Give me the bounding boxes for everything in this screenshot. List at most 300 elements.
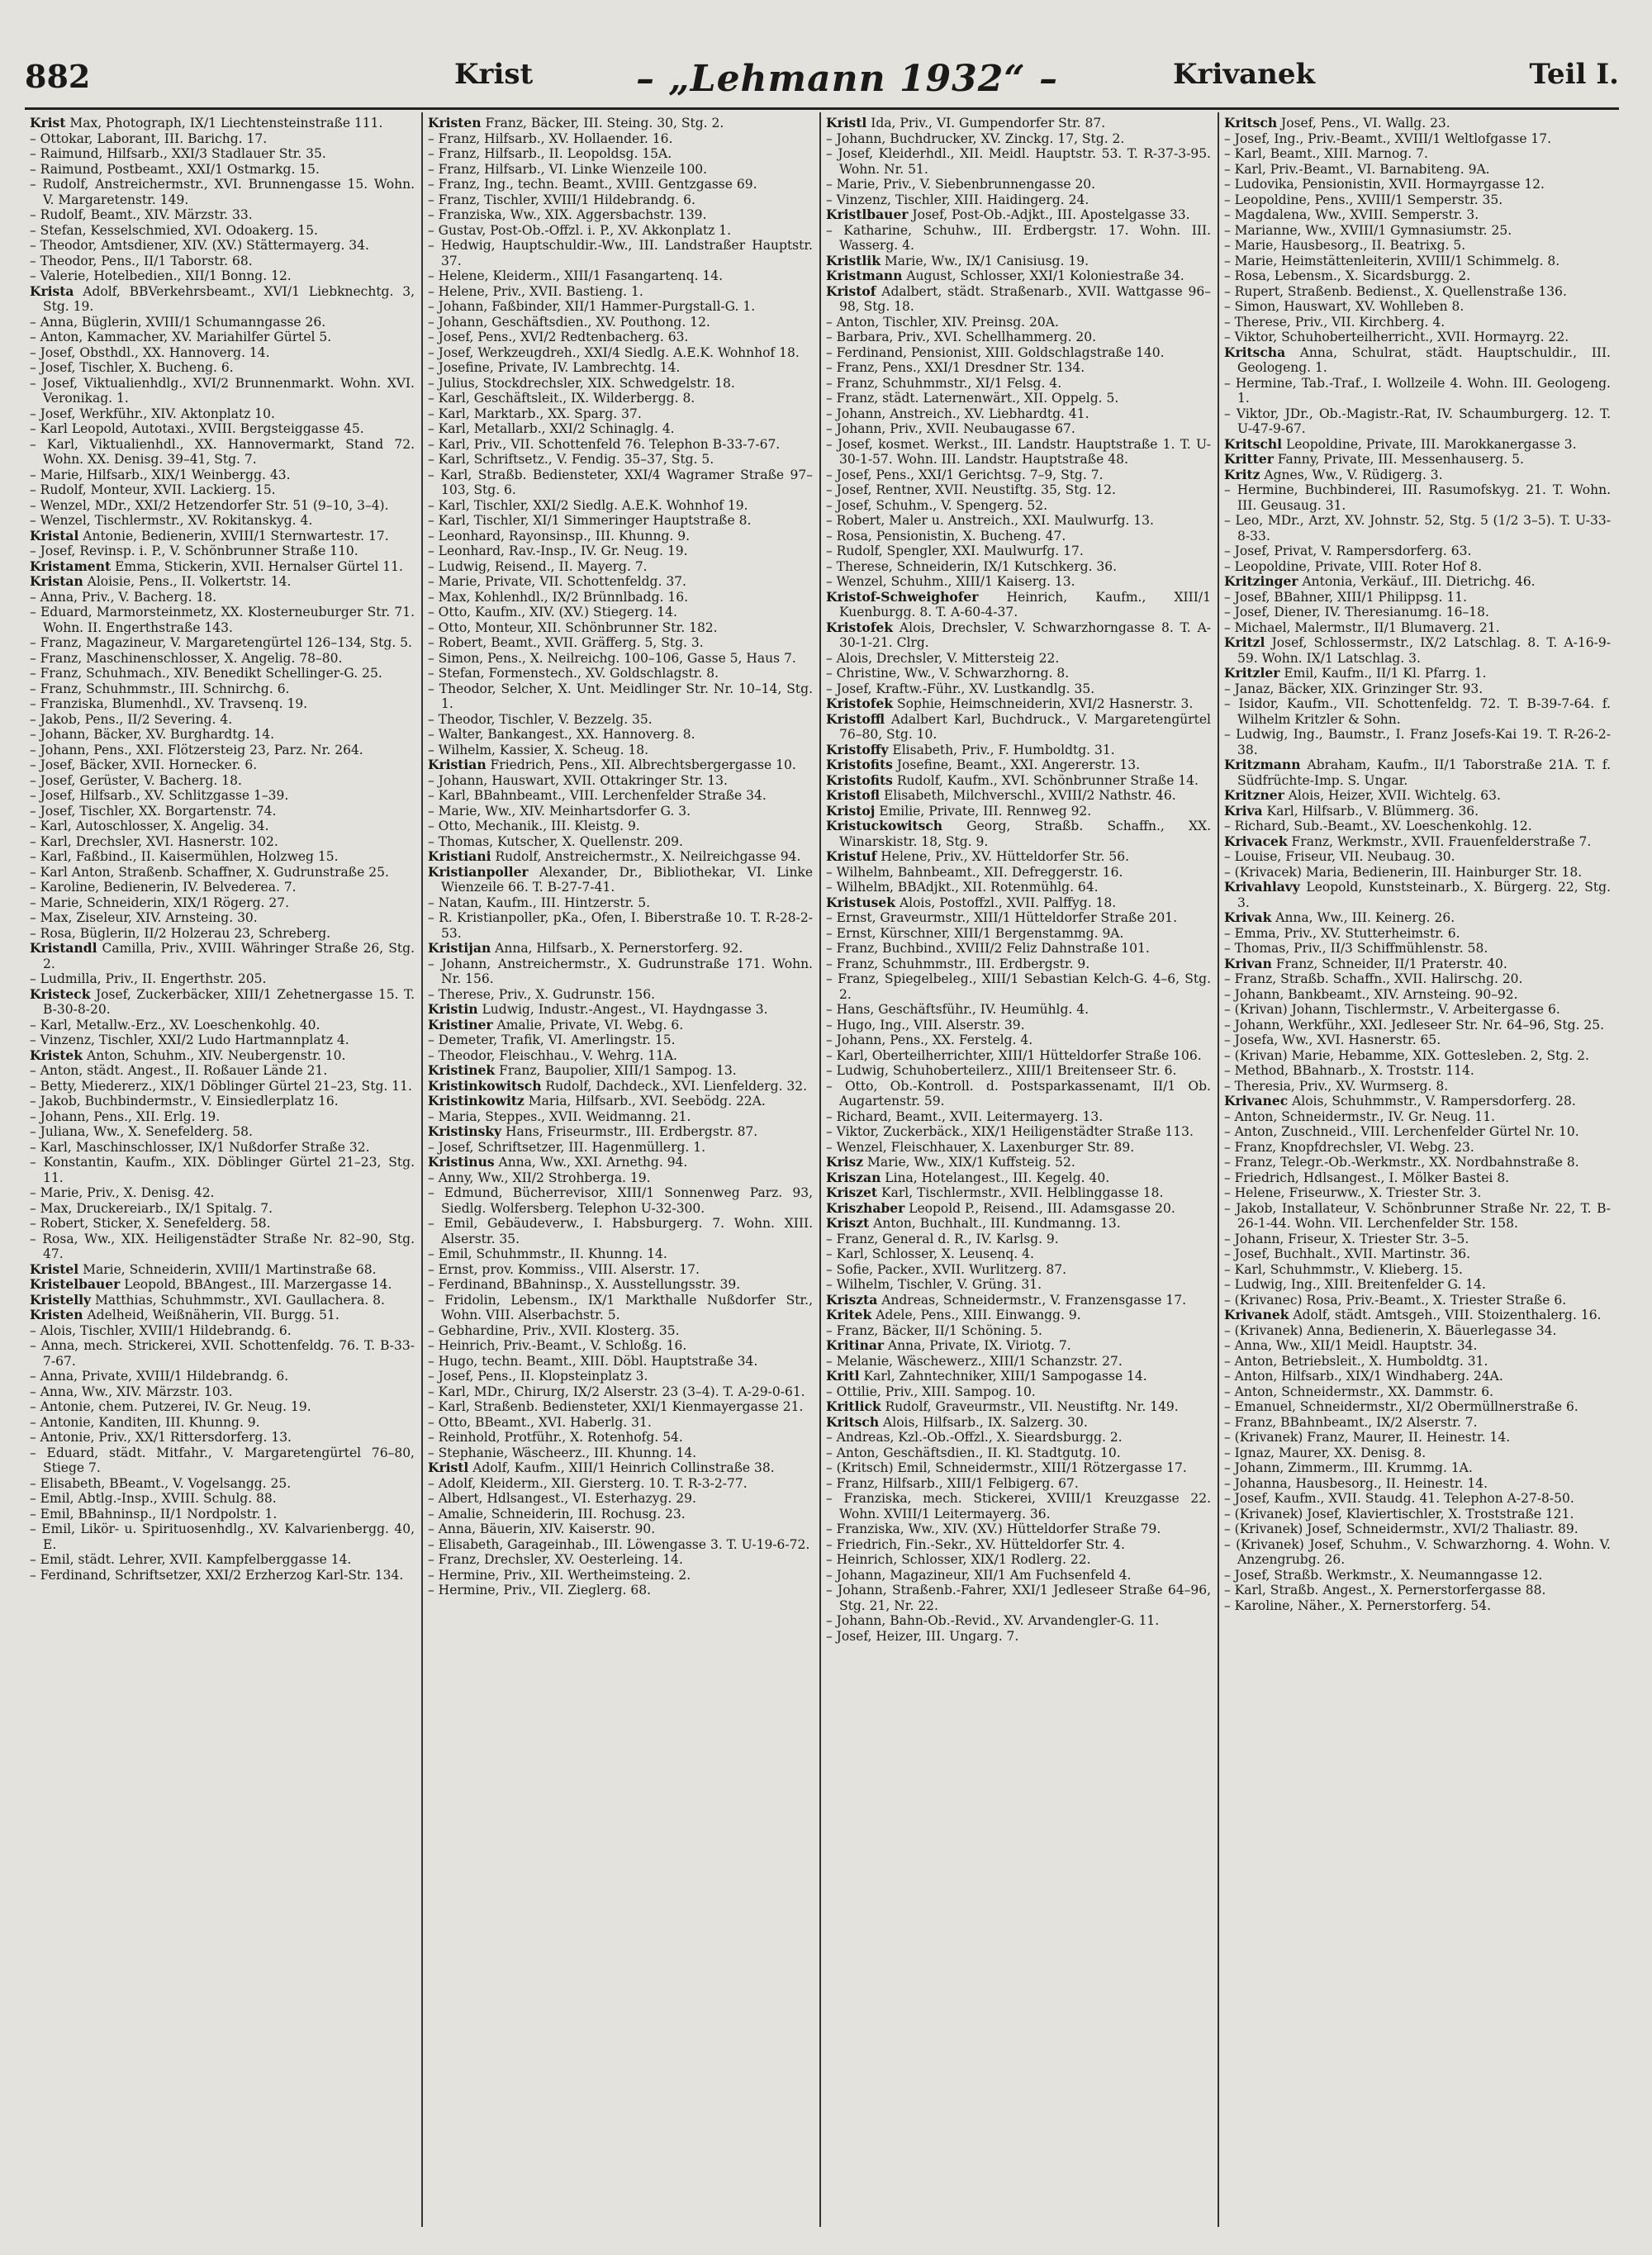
entry-surname: Kristoffl xyxy=(826,710,885,727)
directory-entry xyxy=(428,1246,813,1262)
directory-entry xyxy=(30,284,415,315)
directory-entry xyxy=(1224,1262,1611,1278)
entry-details: – Ludwig, Ing., Baumstr., I. Franz Josefs-Kai 19. T. R-26-2-38. xyxy=(1224,727,1611,757)
directory-entry xyxy=(30,743,415,758)
directory-entry xyxy=(428,1002,813,1018)
directory-entry xyxy=(428,1155,813,1170)
entry-details: – Gebhardine, Priv., XVII. Klosterg. 35. xyxy=(428,1322,680,1338)
entry-details: August, Schlosser, XXI/1 Koloniestraße 34. xyxy=(902,268,1184,283)
entry-details: – Johann, Hauswart, XVII. Ottakringer Str. 13. xyxy=(428,772,728,788)
directory-entry xyxy=(826,880,1211,895)
directory-entry xyxy=(826,406,1211,422)
entry-details: – Josef, Buchhalt., XVII. Martinstr. 36. xyxy=(1224,1246,1471,1261)
directory-entry xyxy=(428,1583,813,1598)
entry-details: Emilie, Private, III. Rennweg 92. xyxy=(875,803,1092,819)
entry-details: – Rupert, Straßenb. Bedienst., X. Quellenstraße 136. xyxy=(1224,283,1567,299)
entry-surname: Kristeck xyxy=(30,985,91,1002)
entry-details: – Josef, Pens., II. Klopsteinplatz 3. xyxy=(428,1369,648,1384)
directory-entry xyxy=(428,574,813,590)
entry-details: – Anton, städt. Angest., II. Roßauer Lände 21. xyxy=(30,1063,328,1078)
directory-entry xyxy=(428,1537,813,1553)
entry-details: – Hugo, Ing., VIII. Alserstr. 39. xyxy=(826,1017,1025,1033)
entry-details: Josef, Schlossermstr., IX/2 Latschlag. 8. T. A-16-9-59. Wohn. IX/1 Latschlag. 3. xyxy=(1237,635,1611,666)
entry-details: Elisabeth, Milchverschl., XVIII/2 Nathstr. 46. xyxy=(880,788,1176,803)
entry-details: – Konstantin, Kaufm., XIX. Döblinger Gürtel 21–23, Stg. 11. xyxy=(30,1155,415,1185)
directory-entry xyxy=(826,1201,1211,1217)
entry-details: – Rudolf, Monteur, XVII. Lackierg. 15. xyxy=(30,482,276,497)
directory-entry xyxy=(30,804,415,819)
directory-entry xyxy=(826,788,1211,804)
directory-entry xyxy=(826,1216,1211,1232)
entry-details: – Karl, Marktarb., XX. Sparg. 37. xyxy=(428,406,642,421)
entry-details: – Stefan, Formenstech., XV. Goldschlagstr. 8. xyxy=(428,666,719,681)
entry-details: Josef, Zuckerbäcker, XIII/1 Zehetnergasse 15. T. B-30-8-20. xyxy=(43,986,415,1017)
directory-entry xyxy=(30,254,415,269)
entry-details: Adolf, städt. Amtsgeh., VIII. Stoizenthalerg. 16. xyxy=(1289,1308,1602,1322)
entry-details: – Franz, Magazineur, V. Margaretengürtel 126–134, Stg. 5. xyxy=(30,635,412,650)
directory-entry xyxy=(826,1537,1211,1553)
directory-entry xyxy=(1224,1185,1611,1201)
entry-details: – Wilhelm, Kassier, X. Scheug. 18. xyxy=(428,742,649,757)
entry-details: – (Krivan) Marie, Hebamme, XIX. Gottesleben. 2, Stg. 2. xyxy=(1224,1047,1589,1063)
entry-details: – Karl, Priv.-Beamt., VI. Barnabiteng. 9A. xyxy=(1224,161,1490,177)
entry-details: – Heinrich, Priv.-Beamt., V. Schloßg. 16. xyxy=(428,1338,687,1353)
entry-details: – Rosa, Ww., XIX. Heiligenstädter Straße Nr. 82–90, Stg. 47. xyxy=(30,1231,415,1261)
entry-details: – Theodor, Fleischhau., V. Wehrg. 11A. xyxy=(428,1047,677,1063)
entry-details: Heinrich, Kaufm., XIII/1 Kuenburgg. 8. T. A-60-4-37. xyxy=(839,589,1211,620)
directory-entry xyxy=(428,910,813,941)
directory-entry xyxy=(1224,177,1611,192)
entry-details: – Jakob, Buchbindermstr., V. Einsiedlerplatz 16. xyxy=(30,1094,339,1109)
entry-details: – Stefan, Kesselschmied, XVI. Odoakerg. 15. xyxy=(30,222,318,238)
directory-entry xyxy=(1224,207,1611,223)
directory-entry xyxy=(826,1124,1211,1140)
directory-entry xyxy=(428,1369,813,1384)
entry-details: – Karl, Priv., VII. Schottenfeld 76. Telephon B-33-7-67. xyxy=(428,436,781,452)
directory-entry xyxy=(826,1491,1211,1522)
directory-entry xyxy=(428,1048,813,1064)
entry-details: – Leopoldine, Pens., XVIII/1 Semperstr. 35. xyxy=(1224,192,1503,207)
entry-surname: Kristan xyxy=(30,573,83,589)
entry-details: – Karl, Oberteilherrichter, XIII/1 Hütteldorfer Straße 106. xyxy=(826,1047,1202,1063)
entry-surname: Kristandl xyxy=(30,940,97,956)
directory-entry xyxy=(1224,1002,1611,1018)
entry-details: – Josef, Pens., XXI/1 Gerichtsg. 7–9, Stg. 7. xyxy=(826,467,1104,482)
entry-details: – Josef, Privat, V. Rampersdorferg. 63. xyxy=(1224,544,1472,558)
directory-entry xyxy=(1224,131,1611,147)
entry-details: – Ferdinand, Pensionist, XIII. Goldschlagstraße 140. xyxy=(826,344,1165,360)
entry-details: – Karl, Maschinschlosser, IX/1 Nußdorfer Straße 32. xyxy=(30,1139,370,1155)
entry-details: – Franz, BBahnbeamt., IX/2 Alserstr. 7. xyxy=(1224,1414,1478,1430)
directory-entry xyxy=(826,590,1211,620)
entry-details: – Ottilie, Priv., XIII. Sampog. 10. xyxy=(826,1384,1036,1399)
entry-details: – Marie, Priv., X. Denisg. 42. xyxy=(30,1185,215,1200)
entry-surname: Kritzl xyxy=(1224,634,1265,650)
directory-entry xyxy=(1224,834,1611,850)
entry-surname: Kriva xyxy=(1224,802,1263,819)
entry-details: – Anna, Büglerin, XVIII/1 Schumanngasse 26. xyxy=(30,314,326,330)
entry-surname: Kristof-Schweighofer xyxy=(826,588,979,605)
entry-surname: Kritzner xyxy=(1224,787,1284,803)
entry-details: – Emma, Priv., XV. Stutterheimstr. 6. xyxy=(1224,925,1460,941)
entry-details: – Johann, Bahn-Ob.-Revid., XV. Arvandengler-G. 11. xyxy=(826,1613,1160,1628)
entry-details: – Josef, Ing., Priv.-Beamt., XVIII/1 Weltlofgasse 17. xyxy=(1224,131,1552,146)
entry-details: – Josef, Pens., XVI/2 Redtenbacherg. 63. xyxy=(428,330,689,344)
entry-details: – Marie, Private, VII. Schottenfeldg. 37. xyxy=(428,574,686,589)
entry-details: – Josef, Bäcker, XVII. Hornecker. 6. xyxy=(30,757,258,772)
directory-entry xyxy=(1224,268,1611,284)
directory-entry xyxy=(428,330,813,345)
entry-details: – Amalie, Schneiderin, III. Rochusg. 23. xyxy=(428,1506,686,1522)
directory-entry xyxy=(1224,452,1611,468)
directory-entry xyxy=(428,1354,813,1370)
directory-entry xyxy=(1224,1140,1611,1156)
entry-details: – Franz, Straßb. Schaffn., XVII. Halirschg. 20. xyxy=(1224,971,1523,986)
entry-details: – Johann, Friseur, X. Triester Str. 3–5. xyxy=(1224,1231,1469,1246)
entry-details: – Hermine, Priv., XII. Wertheimsteing. 2. xyxy=(428,1567,691,1583)
directory-entry xyxy=(1224,1308,1611,1323)
directory-entry xyxy=(30,1262,415,1278)
entry-details: – Josef, kosmet. Werkst., III. Landstr. Hauptstraße 1. T. U-30-1-57. Wohn. III. Landstr. Hauptstraße 48. xyxy=(826,436,1211,467)
directory-entry xyxy=(826,1399,1211,1415)
entry-details: – Johann, Magazineur, XII/1 Am Fuchsenfeld 4. xyxy=(826,1567,1132,1583)
directory-entry xyxy=(1224,162,1611,178)
directory-entry xyxy=(428,284,813,300)
entry-details: Sophie, Heimschneiderin, XVI/2 Hasnerstr. 3. xyxy=(893,696,1194,711)
directory-page xyxy=(25,41,1619,2230)
directory-entry xyxy=(1224,513,1611,544)
directory-entry xyxy=(30,880,415,895)
directory-entry xyxy=(1224,727,1611,757)
entry-surname: Kristiani xyxy=(428,848,491,864)
entry-surname: Kristof xyxy=(826,282,876,299)
directory-entry xyxy=(1224,1384,1611,1400)
directory-entry xyxy=(826,1262,1211,1278)
directory-entry xyxy=(30,1430,415,1446)
entry-details: – Franz, Bäcker, II/1 Schöning. 5. xyxy=(826,1322,1042,1338)
entry-details: – Josef, Viktualienhdlg., XVI/2 Brunnenmarkt. Wohn. XVI. Veronikag. 1. xyxy=(30,375,415,406)
entry-details: – Karl Leopold, Autotaxi., XVIII. Bergsteiggasse 45. xyxy=(30,421,364,436)
entry-details: – Alois, Tischler, XVIII/1 Hildebrandg. 6. xyxy=(30,1322,292,1338)
directory-entry xyxy=(1224,1124,1611,1140)
entry-surname: Kristofits xyxy=(826,757,893,772)
entry-details: Karl, Hilfsarb., V. Blümmerg. 36. xyxy=(1262,803,1479,819)
directory-entry xyxy=(1224,1094,1611,1109)
entry-details: – Rudolf, Anstreichermstr., XVI. Brunnengasse 15. Wohn. V. Margaretenstr. 149. xyxy=(30,177,415,207)
entry-details: – Josefa, Ww., XVI. Hasnerstr. 65. xyxy=(1224,1033,1441,1047)
entry-details: – Karl, Straßb. Bediensteter, XXI/4 Wagramer Straße 97–103, Stg. 6. xyxy=(428,467,813,497)
entry-details: – Emil, Gebäudeverw., I. Habsburgerg. 7. Wohn. XIII. Alserstr. 35. xyxy=(428,1216,813,1246)
directory-entry xyxy=(30,666,415,681)
entry-details: – Johann, Bankbeamt., XIV. Arnsteing. 90–92. xyxy=(1224,986,1518,1002)
entry-surname: Kristijan xyxy=(428,940,491,956)
entry-details: – Karl, Tischler, XXI/2 Siedlg. A.E.K. Wohnhof 19. xyxy=(428,497,748,513)
entry-surname: Kritter xyxy=(1224,451,1274,467)
directory-entry xyxy=(30,1308,415,1323)
directory-entry xyxy=(428,865,813,895)
directory-entry xyxy=(428,1507,813,1522)
entry-details: – Josef, Tischler, XX. Borgartenstr. 74. xyxy=(30,803,277,819)
entry-details: Leopold, Kunststeinarb., X. Bürgerg. 22, Stg. 3. xyxy=(1237,880,1611,910)
directory-entry xyxy=(428,1277,813,1293)
directory-entry xyxy=(1224,1369,1611,1384)
entry-details: – Raimund, Postbeamt., XXI/1 Ostmarkg. 15. xyxy=(30,161,320,177)
directory-entry xyxy=(428,957,813,987)
entry-details: Alois, Heizer, XVII. Wichtelg. 63. xyxy=(1284,788,1501,803)
directory-entry xyxy=(1224,696,1611,727)
entry-details: Anton, Schuhm., XIV. Neubergenstr. 10. xyxy=(83,1047,346,1063)
entry-surname: Kritzmann xyxy=(1224,757,1301,772)
entry-details: – Hugo, techn. Beamt., XIII. Döbl. Hauptstraße 34. xyxy=(428,1353,758,1369)
entry-details: – Anna, mech. Strickerei, XVII. Schottenfeldg. 76. T. B-33-7-67. xyxy=(30,1338,415,1369)
entry-details: – Leopoldine, Private, VIII. Roter Hof 8. xyxy=(1224,558,1483,574)
directory-entry xyxy=(428,727,813,743)
directory-entry xyxy=(30,1094,415,1109)
entry-surname: Krist xyxy=(30,115,66,131)
entry-surname: Kristinus xyxy=(428,1154,495,1170)
entry-details: – Helene, Kleiderm., XIII/1 Fasangartenq. 14. xyxy=(428,268,724,283)
entry-details: – Franz, Telegr.-Ob.-Werkmstr., XX. Nordbahnstraße 8. xyxy=(1224,1155,1579,1170)
directory-entry xyxy=(30,116,415,131)
directory-entry xyxy=(30,1491,415,1507)
entry-details: – Wilhelm, BBAdjkt., XII. Rotenmühlg. 64. xyxy=(826,880,1099,895)
entry-details: Alexander, Dr., Bibliothekar, VI. Linke Wienzeile 66. T. B-27-7-41. xyxy=(441,864,813,895)
entry-details: Leopold P., Reisend., III. Adamsgasse 20. xyxy=(904,1200,1175,1216)
directory-entry xyxy=(1224,1446,1611,1461)
directory-entry xyxy=(826,1430,1211,1446)
directory-entry xyxy=(428,712,813,728)
directory-entry xyxy=(428,468,813,498)
directory-entry xyxy=(428,1460,813,1476)
directory-entry xyxy=(428,1124,813,1140)
entry-details: Matthias, Schuhmmstr., XVI. Gaullachera. 8. xyxy=(91,1292,385,1308)
entry-details: – Hermine, Buchbinderei, III. Rasumofskyg. 21. T. Wohn. III. Geusaug. 31. xyxy=(1224,482,1611,513)
entry-surname: Kristl xyxy=(428,1460,469,1475)
directory-entry xyxy=(1224,849,1611,865)
last-entry-name: Krivanek xyxy=(1173,58,1316,91)
entry-details: – Franz, General d. R., IV. Karlsg. 9. xyxy=(826,1231,1059,1246)
directory-entry xyxy=(428,345,813,361)
directory-entry xyxy=(30,834,415,850)
directory-entry xyxy=(1224,590,1611,605)
directory-entry xyxy=(826,513,1211,529)
entry-details: – Albert, Hdlsangest., VI. Esterhazyg. 29. xyxy=(428,1491,696,1506)
entry-details: – Johann, Werkführ., XXI. Jedleseer Str. Nr. 64–96, Stg. 25. xyxy=(1224,1017,1605,1033)
entry-surname: Kristianpoller xyxy=(428,863,529,880)
entry-details: – Viktor, JDr., Ob.-Magistr.-Rat, IV. Schaumburgerg. 12. T. U-47-9-67. xyxy=(1224,406,1611,436)
directory-entry xyxy=(30,238,415,254)
directory-entry xyxy=(826,1063,1211,1079)
directory-entry xyxy=(826,1002,1211,1018)
directory-entry xyxy=(1224,192,1611,208)
directory-entry xyxy=(428,804,813,819)
directory-entry xyxy=(30,1369,415,1384)
entry-details: Max, Photograph, IX/1 Liechtensteinstraße 111. xyxy=(65,116,383,131)
entry-surname: Krivak xyxy=(1224,909,1272,925)
entry-surname: Kristiner xyxy=(428,1016,493,1033)
directory-entry xyxy=(826,1369,1211,1384)
directory-entry xyxy=(826,1109,1211,1125)
directory-entry xyxy=(30,498,415,514)
directory-entry xyxy=(428,849,813,865)
entry-details: – Gustav, Post-Ob.-Offzl. i. P., XV. Akkonplatz 1. xyxy=(428,222,732,238)
entry-details: – Demeter, Trafik, VI. Amerlingstr. 15. xyxy=(428,1033,676,1047)
directory-entry xyxy=(428,116,813,131)
directory-entry xyxy=(30,268,415,284)
directory-entry xyxy=(30,437,415,468)
entry-surname: Kritlick xyxy=(826,1398,881,1414)
entry-details: Ludwig, Industr.-Angest., VI. Haydngasse 3. xyxy=(477,1002,768,1017)
directory-entry xyxy=(30,1232,415,1262)
directory-entry xyxy=(826,666,1211,681)
entry-details: – Emil, Schuhmmstr., II. Khunng. 14. xyxy=(428,1246,667,1261)
entry-details: Anna, Schulrat, städt. Hauptschuldir., III. Geologeng. 1. xyxy=(1237,344,1611,375)
entry-details: – Julius, Stockdrechsler, XIX. Schwedgelstr. 18. xyxy=(428,375,735,391)
directory-entry xyxy=(826,819,1211,849)
entry-details: – Maria, Steppes., XVII. Weidmanng. 21. xyxy=(428,1109,691,1124)
entry-details: – Josef, Tischler, X. Bucheng. 6. xyxy=(30,360,234,375)
directory-entry xyxy=(1224,1018,1611,1033)
entry-surname: Kritek xyxy=(826,1307,872,1322)
entry-surname: Kritl xyxy=(826,1368,860,1384)
directory-entry xyxy=(1224,957,1611,972)
entry-surname: Kristel xyxy=(30,1260,79,1277)
entry-details: – Friedrich, Fin.-Sekr., XV. Hütteldorfer Str. 4. xyxy=(826,1536,1125,1552)
directory-entry xyxy=(428,757,813,773)
column-3 xyxy=(821,112,1219,2227)
entry-details: – Hermine, Priv., VII. Zieglerg. 68. xyxy=(428,1583,652,1597)
entry-details: – Elisabeth, BBeamt., V. Vogelsangg. 25. xyxy=(30,1475,292,1491)
directory-entry xyxy=(30,819,415,834)
entry-surname: Kristofl xyxy=(826,787,881,803)
entry-details: – Rosa, Büglerin, II/2 Holzerau 23, Schreberg. xyxy=(30,925,331,941)
entry-details: – Anton, Zuschneid., VIII. Lerchenfelder Gürtel Nr. 10. xyxy=(1224,1124,1579,1139)
entry-details: – Wilhelm, Tischler, V. Grüng. 31. xyxy=(826,1277,1042,1292)
entry-details: – Isidor, Kaufm., VII. Schottenfeldg. 72. T. B-39-7-64. f. Wilhelm Kritzler & Sohn. xyxy=(1224,696,1611,727)
entry-details: – Ernst, prov. Kommiss., VIII. Alserstr. 17. xyxy=(428,1261,700,1277)
entry-details: Leopoldine, Private, III. Marokkanergasse 3. xyxy=(1282,436,1577,452)
directory-entry xyxy=(30,1201,415,1217)
entry-details: – Otto, Monteur, XII. Schönbrunner Str. 182. xyxy=(428,620,718,635)
directory-entry xyxy=(1224,971,1611,987)
directory-entry xyxy=(428,315,813,330)
directory-entry xyxy=(30,1155,415,1185)
directory-entry xyxy=(1224,788,1611,804)
directory-entry xyxy=(826,1018,1211,1033)
directory-entry xyxy=(30,712,415,728)
directory-entry xyxy=(428,987,813,1003)
entry-surname: Kristen xyxy=(30,1307,83,1322)
entry-details: – Michael, Malermstr., II/1 Blumaverg. 21. xyxy=(1224,620,1500,635)
entry-details: – Josef, Heizer, III. Ungarg. 7. xyxy=(826,1628,1019,1644)
entry-details: Alois, Drechsler, V. Schwarzhorngasse 8. T. A-30-1-21. Clrg. xyxy=(839,620,1211,650)
entry-details: Leopold, BBAngest., III. Marzergasse 14. xyxy=(120,1277,392,1292)
directory-entry xyxy=(826,468,1211,483)
directory-entry xyxy=(1224,574,1611,590)
directory-entry xyxy=(1224,666,1611,681)
directory-entry xyxy=(1224,757,1611,788)
entry-details: – Barbara, Priv., XVI. Schellhammerg. 20. xyxy=(826,330,1097,344)
entry-details: – Antonie, Kanditen, III. Khunng. 9. xyxy=(30,1414,260,1430)
directory-entry xyxy=(428,391,813,406)
directory-entry xyxy=(1224,376,1611,406)
directory-entry xyxy=(428,1384,813,1400)
entry-details: – Josef, Diener, IV. Theresianumg. 16–18. xyxy=(1224,605,1489,620)
directory-entry xyxy=(826,421,1211,437)
entry-details: – Theodor, Tischler, V. Bezzelg. 35. xyxy=(428,711,653,727)
directory-entry xyxy=(30,315,415,330)
directory-entry xyxy=(826,223,1211,254)
directory-entry xyxy=(428,1446,813,1461)
directory-entry xyxy=(826,146,1211,177)
entry-surname: Kristinkowitsch xyxy=(428,1077,542,1094)
directory-entry xyxy=(428,131,813,147)
directory-entry xyxy=(1224,1201,1611,1232)
directory-entry xyxy=(428,223,813,239)
directory-entry xyxy=(428,1568,813,1583)
page-header xyxy=(25,41,1619,110)
entry-details: – Anton, Schneidermstr., IV. Gr. Neug. 11. xyxy=(1224,1109,1496,1124)
directory-entry xyxy=(428,406,813,422)
directory-entry xyxy=(30,360,415,376)
directory-entry xyxy=(428,299,813,315)
entry-details: – Johann, Bäcker, XV. Burghardtg. 14. xyxy=(30,727,274,742)
directory-entry xyxy=(30,529,415,544)
directory-entry xyxy=(30,1293,415,1308)
directory-entry xyxy=(30,1415,415,1431)
entry-details: – Anna, Bäuerin, XIV. Kaiserstr. 90. xyxy=(428,1522,656,1536)
directory-entry xyxy=(30,468,415,483)
directory-entry xyxy=(826,910,1211,926)
entry-details: – Josef, Gerüster, V. Bacherg. 18. xyxy=(30,772,242,788)
directory-entry xyxy=(30,696,415,712)
directory-entry xyxy=(30,131,415,147)
directory-entry xyxy=(30,559,415,575)
directory-entry xyxy=(826,1446,1211,1461)
entry-details: – Robert, Beamt., XVII. Gräfferg. 5, Stg. 3. xyxy=(428,635,704,650)
directory-entry xyxy=(1224,926,1611,942)
directory-entry xyxy=(1224,804,1611,819)
entry-details: Antonia, Verkäuf., III. Dietrichg. 46. xyxy=(1298,574,1536,589)
entry-details: Agnes, Ww., V. Rüdigerg. 3. xyxy=(1260,467,1443,482)
directory-entry xyxy=(30,1507,415,1522)
entry-surname: Kristuf xyxy=(826,848,877,864)
directory-entry xyxy=(30,865,415,881)
entry-details: – Thomas, Kutscher, X. Quellenstr. 209. xyxy=(428,833,683,849)
entry-details: Adolf, Kaufm., XIII/1 Heinrich Collinstraße 38. xyxy=(468,1460,775,1475)
entry-details: – Juliana, Ww., X. Senefelderg. 58. xyxy=(30,1124,253,1139)
directory-entry xyxy=(428,620,813,636)
directory-entry xyxy=(826,254,1211,269)
entry-details: – Johanna, Hausbesorg., II. Heinestr. 14. xyxy=(1224,1475,1488,1491)
directory-entry xyxy=(826,177,1211,192)
directory-entry xyxy=(1224,299,1611,315)
entry-details: – Wenzel, Tischlermstr., XV. Rokitanskyg. 4. xyxy=(30,513,313,528)
entry-details: – Franz, Hilfsarb., II. Leopoldsg. 15A. xyxy=(428,146,672,161)
entry-details: – Antonie, chem. Putzerei, IV. Gr. Neug. 19. xyxy=(30,1399,311,1414)
directory-entry xyxy=(1224,1277,1611,1293)
entry-surname: Kristen xyxy=(428,115,482,131)
entry-surname: Kristofek xyxy=(826,695,894,711)
directory-entry xyxy=(826,1048,1211,1064)
directory-entry xyxy=(1224,1522,1611,1537)
directory-entry xyxy=(826,1246,1211,1262)
directory-entry xyxy=(1224,605,1611,620)
directory-entry xyxy=(826,712,1211,743)
entry-details: Marie, Ww., XIX/1 Kuffsteig. 52. xyxy=(863,1155,1075,1170)
directory-entry xyxy=(428,1522,813,1537)
entry-details: – Stephanie, Wäscheerz., III. Khunng. 14. xyxy=(428,1445,697,1460)
